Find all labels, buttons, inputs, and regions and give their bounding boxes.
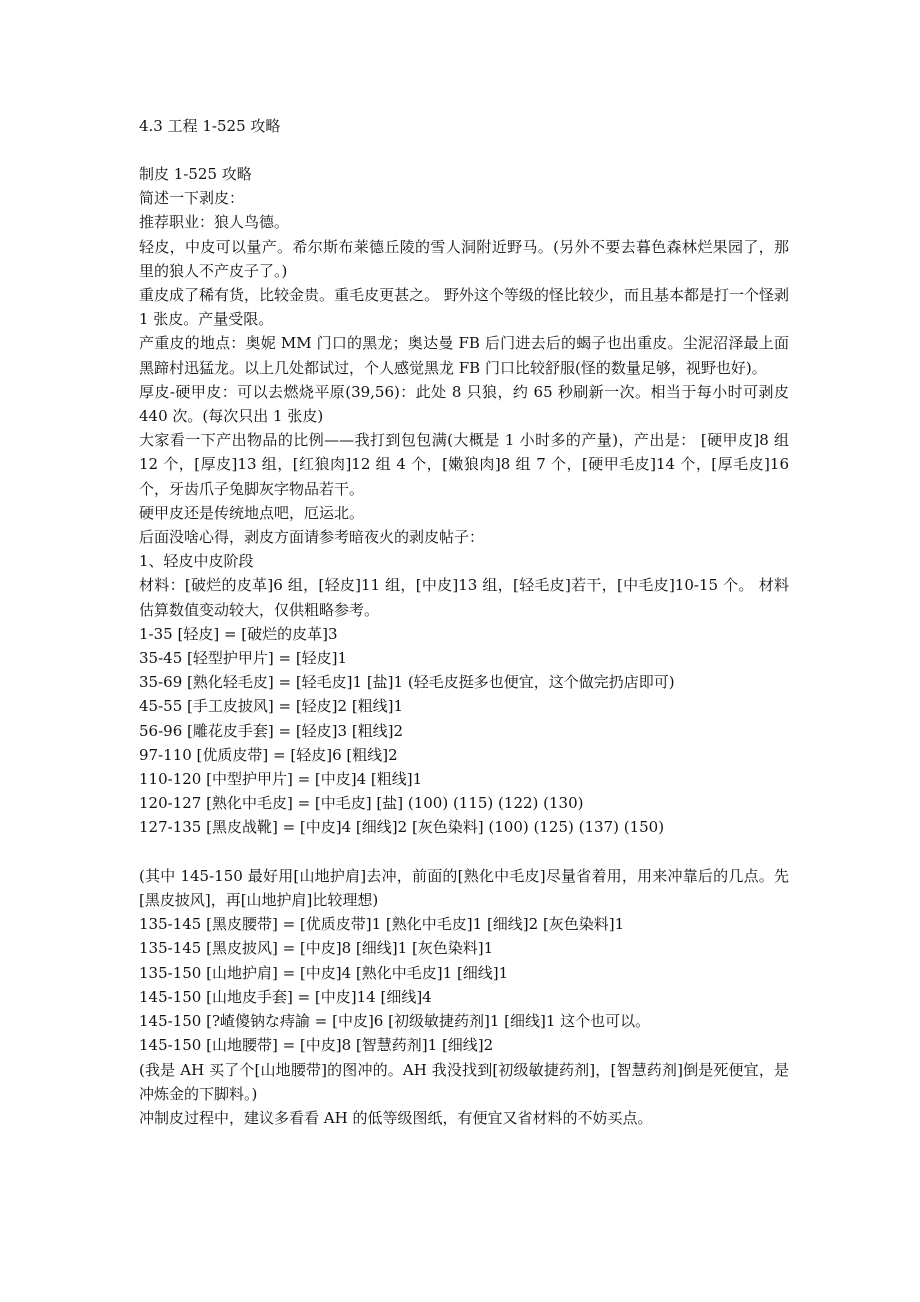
blank-line: [139, 840, 789, 864]
paragraph: 制皮 1-525 攻略: [139, 165, 252, 183]
recipe-line: 35-45 [轻型护甲片] = [轻皮]1: [139, 649, 348, 668]
document-body: [139, 162, 789, 1130]
paragraph: (我是 AH 买了个[山地腰带]的图冲的。AH 我没找到[初级敏捷药剂]，[智慧药剂]倒是死便宜，是冲炼金的下脚料。): [139, 1060, 789, 1103]
paragraph: 厚皮-硬甲皮：可以去燃烧平原(39,56)：此处 8 只狼，约 65 秒刷新一次。相当于每小时可剥皮 440 次。(每次只出 1 张皮): [139, 382, 789, 426]
paragraph: 大家看一下产出物品的比例——我打到包包满(大概是 1 小时多的产量)，产出是： [硬甲皮]8 组 12 个，[厚皮]13 组，[红狼肉]12 组 4 个，[嫩狼肉]8 组 7 个，[硬甲毛皮]14 个，[厚毛皮]16 个，牙齿爪子兔脚灰字物品若干。: [139, 431, 789, 498]
paragraph: (其中 145-150 最好用[山地护肩]去冲，前面的[熟化中毛皮]尽量省着用，用来冲靠后的几点。先[黑皮披风]，再[山地护肩]比较理想): [139, 866, 789, 910]
paragraph: 产重皮的地点：奥妮 MM 门口的黑龙；奥达曼 FB 后门进去后的蝎子也出重皮。尘泥沼泽最上面黑蹄村迅猛龙。以上几处都试过，个人感觉黑龙 FB 门口比较舒服(怪的数量足够，视野也好)。: [139, 334, 789, 377]
recipe-line: 145-150 [山地腰带] = [中皮]8 [智慧药剂]1 [细线]2: [139, 1036, 494, 1055]
recipe-line: 35-69 [熟化轻毛皮] = [轻毛皮]1 [盐]1 (轻毛皮挺多也便宜，这个做完扔店即可): [139, 673, 675, 692]
recipe-line: 110-120 [中型护甲片] = [中皮]4 [粗线]1: [139, 770, 423, 789]
recipe-line: 135-145 [黑皮披风] = [中皮]8 [细线]1 [灰色染料]1: [139, 939, 494, 958]
recipe-line: 145-150 [山地皮手套] = [中皮]14 [细线]4: [139, 987, 432, 1006]
recipe-line: 56-96 [雕花皮手套] = [轻皮]3 [粗线]2: [139, 721, 404, 740]
paragraph: 后面没啥心得，剥皮方面请参考暗夜火的剥皮帖子：: [139, 528, 485, 547]
recipe-line: 1-35 [轻皮] = [破烂的皮革]3: [139, 624, 338, 643]
paragraph: 轻皮，中皮可以量产。希尔斯布莱德丘陵的雪人洞附近野马。(另外不要去暮色森林烂果园了，那里的狼人不产皮子了。): [139, 237, 789, 280]
recipe-line: 45-55 [手工皮披风] = [轻皮]2 [粗线]1: [139, 697, 404, 716]
recipe-line: 120-127 [熟化中毛皮] = [中毛皮] [盐] (100) (115) (122) (130): [139, 794, 584, 813]
recipe-line: 135-145 [黑皮腰带] = [优质皮带]1 [熟化中毛皮]1 [细线]2 [灰色染料]1: [139, 915, 625, 934]
paragraph: 冲制皮过程中，建议多看看 AH 的低等级图纸，有便宜又省材料的不妨买点。: [139, 1108, 653, 1127]
section-heading: 1、轻皮中皮阶段: [139, 552, 254, 571]
paragraph: 重皮成了稀有货，比较金贵。重毛皮更甚之。 野外这个等级的怪比较少，而且基本都是打一个怪剥 1 张皮。产量受限。: [139, 286, 789, 329]
paragraph: 推荐职业：狼人鸟德。: [139, 213, 290, 232]
recipe-line: 135-150 [山地护肩] = [中皮]4 [熟化中毛皮]1 [细线]1: [139, 963, 509, 982]
paragraph: 简述一下剥皮：: [139, 189, 245, 208]
document-heading: 4.3 工程 1-525 攻略: [139, 117, 281, 135]
paragraph: 材料：[破烂的皮革]6 组，[轻皮]11 组，[中皮]13 组，[轻毛皮]若干，[中毛皮]10-15 个。 材料估算数值变动较大，仅供粗略参考。: [139, 576, 789, 619]
paragraph: 硬甲皮还是传统地点吧，厄运北。: [139, 503, 365, 522]
recipe-line: 145-150 [?嵖傻钠な痔諭 = [中皮]6 [初级敏捷药剂]1 [细线]1 这个也可以。: [139, 1012, 651, 1031]
recipe-line: 97-110 [优质皮带] = [轻皮]6 [粗线]2: [139, 745, 398, 764]
recipe-line: 127-135 [黑皮战靴] = [中皮]4 [细线]2 [灰色染料] (100) (125) (137) (150): [139, 818, 665, 837]
